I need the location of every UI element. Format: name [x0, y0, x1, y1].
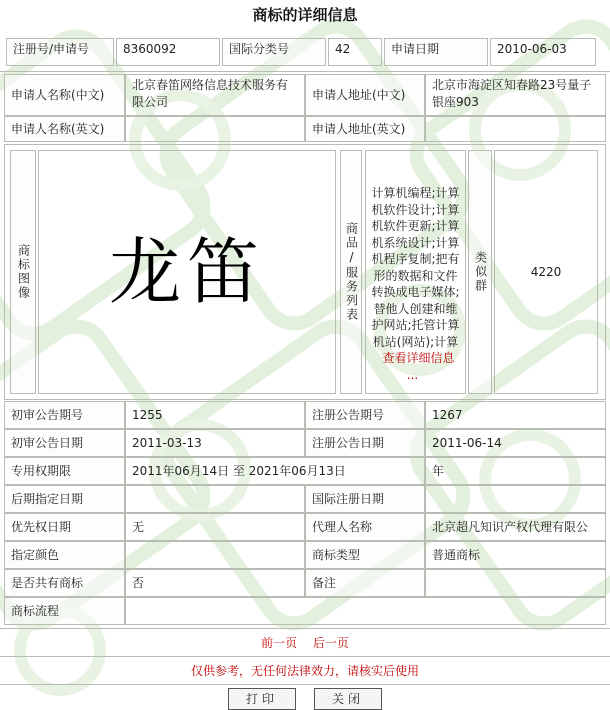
prelim-no-value: 1255 [125, 401, 305, 429]
reg-no-value: 8360092 [116, 38, 220, 66]
prev-page-link[interactable]: 前一页 [261, 636, 298, 650]
intl-reg-date-label: 国际注册日期 [305, 485, 425, 513]
flow-label: 商标流程 [4, 597, 125, 625]
similar-group-label: 类似群 [468, 150, 492, 394]
prelim-date-label: 初审公告日期 [4, 429, 125, 457]
exclusive-value: 2011年06月14日 至 2021年06月13日 [125, 457, 425, 485]
mark-image [38, 150, 336, 394]
applicant-cn-value: 北京春笛网络信息技术服务有限公司 [125, 74, 305, 116]
color-value [125, 541, 305, 569]
page-title: 商标的详细信息 [252, 6, 358, 24]
reg-pub-no-value: 1267 [425, 401, 606, 429]
divider [0, 628, 610, 629]
print-button[interactable]: 打印 [228, 688, 296, 710]
agent-label: 代理人名称 [305, 513, 425, 541]
shared-label: 是否共有商标 [4, 569, 125, 597]
exclusive-unit: 年 [425, 457, 606, 485]
reg-pub-date-label: 注册公告日期 [305, 429, 425, 457]
address-en-value [425, 116, 606, 142]
reg-no-label: 注册号/申请号 [6, 38, 114, 66]
mark-type-label: 商标类型 [305, 541, 425, 569]
view-details-link[interactable]: 查看详细信息 ... [382, 351, 455, 382]
flow-value [125, 597, 606, 625]
close-button[interactable]: 关闭 [314, 688, 382, 710]
intl-reg-date-value [425, 485, 606, 513]
divider [0, 71, 610, 72]
app-date-label: 申请日期 [384, 38, 488, 66]
similar-group-value: 4220 [494, 150, 598, 394]
services-label: 商品/服务列表 [340, 150, 362, 394]
shared-value: 否 [125, 569, 305, 597]
disclaimer-text: 仅供参考，无任何法律效力，请核实后使用 [190, 664, 419, 678]
exclusive-label: 专用权期限 [4, 457, 125, 485]
intl-class-value: 42 [328, 38, 382, 66]
divider [0, 684, 610, 685]
reg-pub-date-value: 2011-06-14 [425, 429, 606, 457]
services-text: 计算机编程;计算机软件设计;计算机软件更新;计算机系统设计;计算机程序复制;把有形的数据和文件转换成电子媒体;替他人创建和维护网站;托管计算机站(网站);计算 [371, 186, 460, 349]
prelim-no-label: 初审公告期号 [4, 401, 125, 429]
address-cn-value: 北京市海淀区知春路23号量子银座903 [425, 74, 606, 116]
address-cn-label: 申请人地址(中文) [305, 74, 425, 116]
reg-pub-no-label: 注册公告期号 [305, 401, 425, 429]
agent-value: 北京超凡知识产权代理有限公 [425, 513, 606, 541]
remark-label: 备注 [305, 569, 425, 597]
priority-value: 无 [125, 513, 305, 541]
pagination [0, 634, 610, 651]
services-list [365, 150, 466, 394]
divider [0, 656, 610, 657]
remark-value [425, 569, 606, 597]
later-designation-value [125, 485, 305, 513]
intl-class-label: 国际分类号 [222, 38, 326, 66]
address-en-label: 申请人地址(英文) [305, 116, 425, 142]
mark-type-value: 普通商标 [425, 541, 606, 569]
app-date-value: 2010-06-03 [490, 38, 596, 66]
prelim-date-value: 2011-03-13 [125, 429, 305, 457]
color-label: 指定颜色 [4, 541, 125, 569]
later-designation-label: 后期指定日期 [4, 485, 125, 513]
applicant-cn-label: 申请人名称(中文) [4, 74, 125, 116]
next-page-link[interactable]: 后一页 [312, 636, 349, 650]
priority-label: 优先权日期 [4, 513, 125, 541]
applicant-en-value [125, 116, 305, 142]
applicant-en-label: 申请人名称(英文) [4, 116, 125, 142]
mark-image-label: 商标图像 [10, 150, 36, 394]
mark-text: 龙笛 [108, 229, 265, 314]
